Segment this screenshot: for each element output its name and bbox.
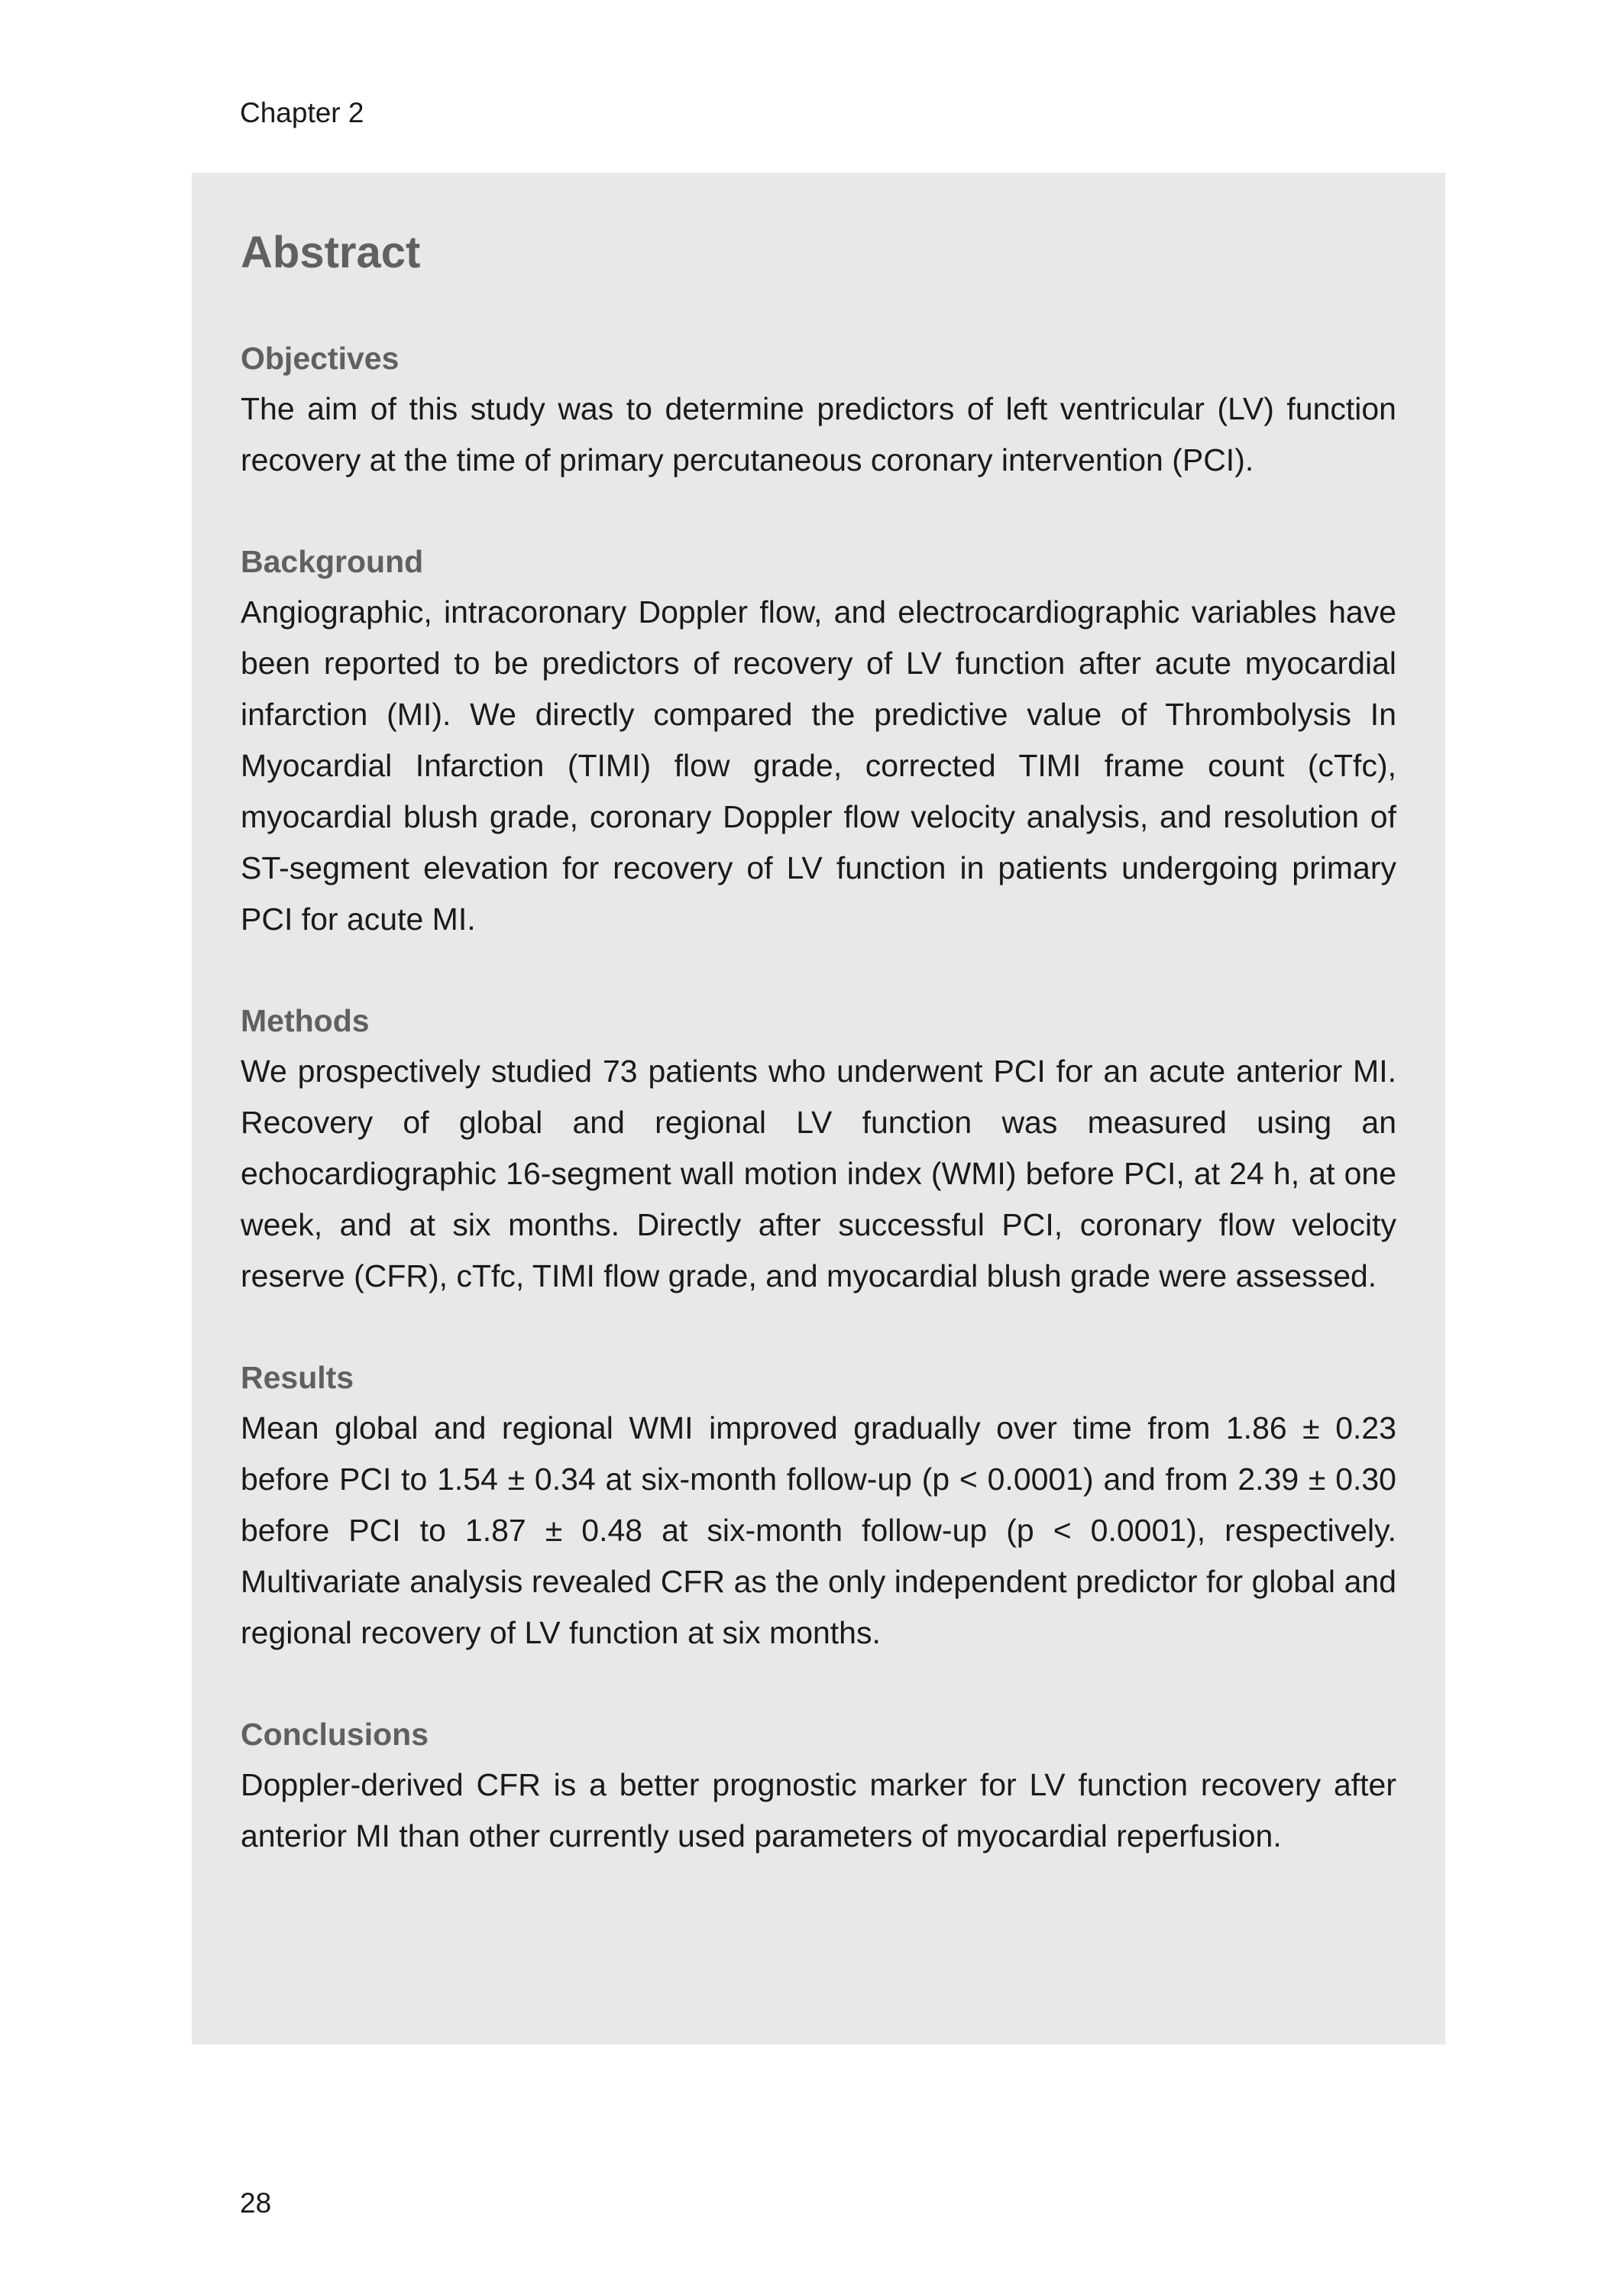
results-heading: Results [241,1360,354,1395]
page-number: 28 [240,2187,272,2219]
section-methods [241,995,1396,1302]
section-results [241,1352,1396,1659]
abstract-box [192,173,1445,2044]
objectives-text: The aim of this study was to determine predictors of left ventricular (LV) function recovery at the time of primary percutaneous coronary intervention (PCI). [241,391,1396,478]
abstract-title: Abstract [241,228,421,277]
objectives-heading: Objectives [241,341,400,376]
background-text: Angiographic, intracoronary Doppler flow, and electrocardiographic variables have been reported to be predictors of recovery of LV function after acute myocardial infarction (MI). We directly compared the predictive value of Thrombolysis In Myocardial Infarction (TIMI) flow grade, corrected TIMI frame count (cTfc), myocardial blush grade, coronary Doppler flow velocity analysis, and resolution of ST-segment elevation for recovery of LV function in patients undergoing primary PCI for acute MI. [241,594,1396,937]
conclusions-heading: Conclusions [241,1717,429,1752]
methods-text: We prospectively studied 73 patients who underwent PCI for an acute anterior MI. Recovery of global and regional LV function was measured using an echocardiographic 16-segment wall motion index (WMI) before PCI, at 24 h, at one week, and at six months. Directly after successful PCI, coronary flow velocity reserve (CFR), cTfc, TIMI flow grade, and myocardial blush grade were assessed. [241,1054,1396,1293]
conclusions-text: Doppler-derived CFR is a better prognostic marker for LV function recovery after anterior MI than other currently used parameters of myocardial reperfusion. [241,1767,1396,1853]
chapter-header: Chapter 2 [240,97,364,128]
background-heading: Background [241,544,424,579]
section-conclusions [241,1709,1396,1862]
section-objectives [241,333,1396,486]
methods-heading: Methods [241,1003,370,1038]
results-text: Mean global and regional WMI improved gradually over time from 1.86 ± 0.23 before PCI to 1.54 ± 0.34 at six-month follow-up (p < 0.0001) and from 2.39 ± 0.30 before PCI to 1.87 ± 0.48 at six-month follow-up (p < 0.0001), respectively. Multivariate analysis revealed CFR as the only independent predictor for global and regional recovery of LV function at six months. [241,1410,1396,1650]
section-background [241,536,1396,945]
